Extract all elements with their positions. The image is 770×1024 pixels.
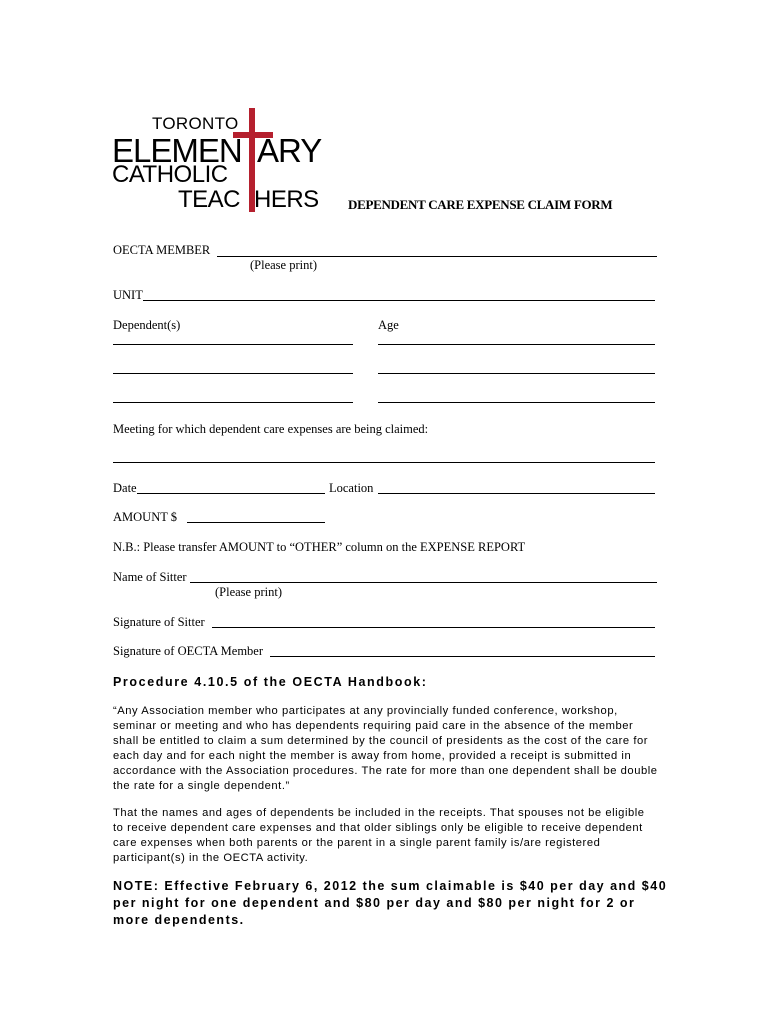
age-label: Age xyxy=(378,318,399,332)
dependent-name-field-3[interactable] xyxy=(113,402,353,403)
procedure-paragraph-1: “Any Association member who participates at any provincially funded conference, workshop, seminar or meeting and who has dependents requiring paid care in the absence of the member shall be entitled to claim a sum determined by the council of presidents as the cost of the care for each day and for each night the member is away from home, provided a receipt is submitted in accordance with the Association procedures. The rate for more than one dependent shall be double the rate for a single dependent.” xyxy=(113,705,658,792)
procedure-paragraph-2: That the names and ages of dependents be included in the receipts. That spouses not be eligible to receive dependent care expenses and that older siblings only be eligible to receive dependent care expenses when both parents or the parent in a single parent family is/are registered participant(s) in the OECTA activity. xyxy=(113,807,645,864)
unit-label: UNIT xyxy=(113,288,143,302)
nb-note: N.B.: Please transfer AMOUNT to “OTHER” column on the EXPENSE REPORT xyxy=(113,540,526,554)
organization-logo xyxy=(112,108,322,218)
amount-label: AMOUNT $ xyxy=(113,510,178,524)
meeting-label: Meeting for which dependent care expenses are being claimed: xyxy=(113,422,429,436)
location-field[interactable] xyxy=(378,493,655,494)
sitter-signature-field[interactable] xyxy=(212,627,655,628)
logo-line-toronto: TORONTO xyxy=(152,114,239,133)
date-field[interactable] xyxy=(137,493,325,494)
dependent-age-field-2[interactable] xyxy=(378,373,655,374)
amount-field[interactable] xyxy=(187,522,325,523)
sitter-label: Name of Sitter xyxy=(113,570,187,584)
logo-line-teachers-a: TEAC xyxy=(178,186,241,213)
sitter-please-print: (Please print) xyxy=(215,585,282,599)
location-label: Location xyxy=(329,481,374,495)
member-name-field[interactable] xyxy=(217,256,657,257)
logo-line-elementary-a: ELEMEN xyxy=(112,132,242,169)
dependent-age-field-3[interactable] xyxy=(378,402,655,403)
form-title: DEPENDENT CARE EXPENSE CLAIM FORM xyxy=(348,197,613,212)
procedure-title: Procedure 4.10.5 of the OECTA Handbook: xyxy=(113,675,428,689)
logo-line-teachers-b: HERS xyxy=(254,186,319,213)
unit-field[interactable] xyxy=(143,300,655,301)
member-please-print: (Please print) xyxy=(250,258,317,272)
sitter-name-field[interactable] xyxy=(190,582,657,583)
dependent-age-field-1[interactable] xyxy=(378,344,655,345)
dependents-label: Dependent(s) xyxy=(113,318,181,332)
logo-line-elementary-b: ARY xyxy=(257,132,322,169)
logo-line-catholic: CATHOLIC xyxy=(112,161,228,188)
rate-note: NOTE: Effective February 6, 2012 the sum claimable is $40 per day and $40 per night for one dependent and $80 per day and $80 per night for 2 or more dependents. xyxy=(113,879,668,927)
sitter-signature-label: Signature of Sitter xyxy=(113,615,205,629)
dependent-name-field-1[interactable] xyxy=(113,344,353,345)
member-signature-label: Signature of OECTA Member xyxy=(113,644,264,658)
member-label: OECTA MEMBER xyxy=(113,243,211,257)
meeting-field[interactable] xyxy=(113,462,655,463)
date-label: Date xyxy=(113,481,137,495)
member-signature-field[interactable] xyxy=(270,656,655,657)
dependent-name-field-2[interactable] xyxy=(113,373,353,374)
